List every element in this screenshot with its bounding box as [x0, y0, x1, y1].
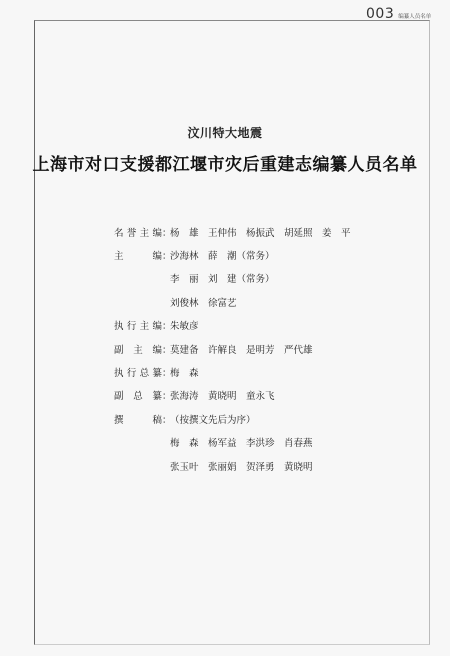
staff-row	[114, 433, 351, 456]
staff-role: 执行总纂	[114, 368, 162, 380]
staff-names: 张玉叶 张丽娟 贺泽勇 黄晓明	[170, 461, 313, 473]
staff-row	[114, 456, 351, 479]
staff-role: 副 主 编	[114, 344, 162, 356]
staff-list	[114, 222, 351, 479]
staff-role: 主 编	[114, 251, 162, 263]
staff-row	[114, 245, 351, 268]
staff-row	[114, 362, 351, 385]
staff-names: 张海涛 黄晓明 童永飞	[170, 391, 275, 403]
colon: ：	[162, 227, 172, 239]
staff-names: 沙海林 薛 潮（常务）	[170, 251, 275, 263]
colon: ：	[162, 391, 172, 403]
colon: ：	[162, 321, 172, 333]
staff-names: 朱敏彦	[170, 321, 199, 333]
staff-names: 莫建备 许解良 是明芳 严代雄	[170, 344, 313, 356]
staff-names: 梅 森 杨军益 李洪珍 肖春燕	[170, 438, 313, 450]
staff-role: 副 总 纂	[114, 391, 162, 403]
running-head: 编纂人员名单	[398, 14, 432, 20]
staff-role: 执行主编	[114, 321, 162, 333]
colon: ：	[162, 414, 172, 426]
page-number: 003	[366, 6, 395, 22]
staff-row	[114, 292, 351, 315]
staff-names: 梅 森	[170, 368, 199, 380]
staff-names: （按撰文先后为序）	[170, 414, 256, 426]
staff-role: 名誉主编	[114, 227, 162, 239]
subtitle: 汶川特大地震	[187, 126, 263, 140]
staff-row	[114, 269, 351, 292]
staff-names: 刘俊林 徐富艺	[170, 297, 237, 309]
staff-row	[114, 339, 351, 362]
staff-names: 杨 雄 王仲伟 杨振武 胡延照 姜 平	[170, 227, 351, 239]
colon: ：	[162, 368, 172, 380]
staff-row	[114, 222, 351, 245]
page-title: 上海市对口支援都江堰市灾后重建志编纂人员名单	[32, 155, 418, 175]
colon: ：	[162, 251, 172, 263]
staff-row	[114, 409, 351, 432]
colon: ：	[162, 344, 172, 356]
staff-row	[114, 316, 351, 339]
staff-role: 撰 稿	[114, 414, 162, 426]
staff-row	[114, 386, 351, 409]
staff-names: 李 丽 刘 建（常务）	[170, 274, 275, 286]
